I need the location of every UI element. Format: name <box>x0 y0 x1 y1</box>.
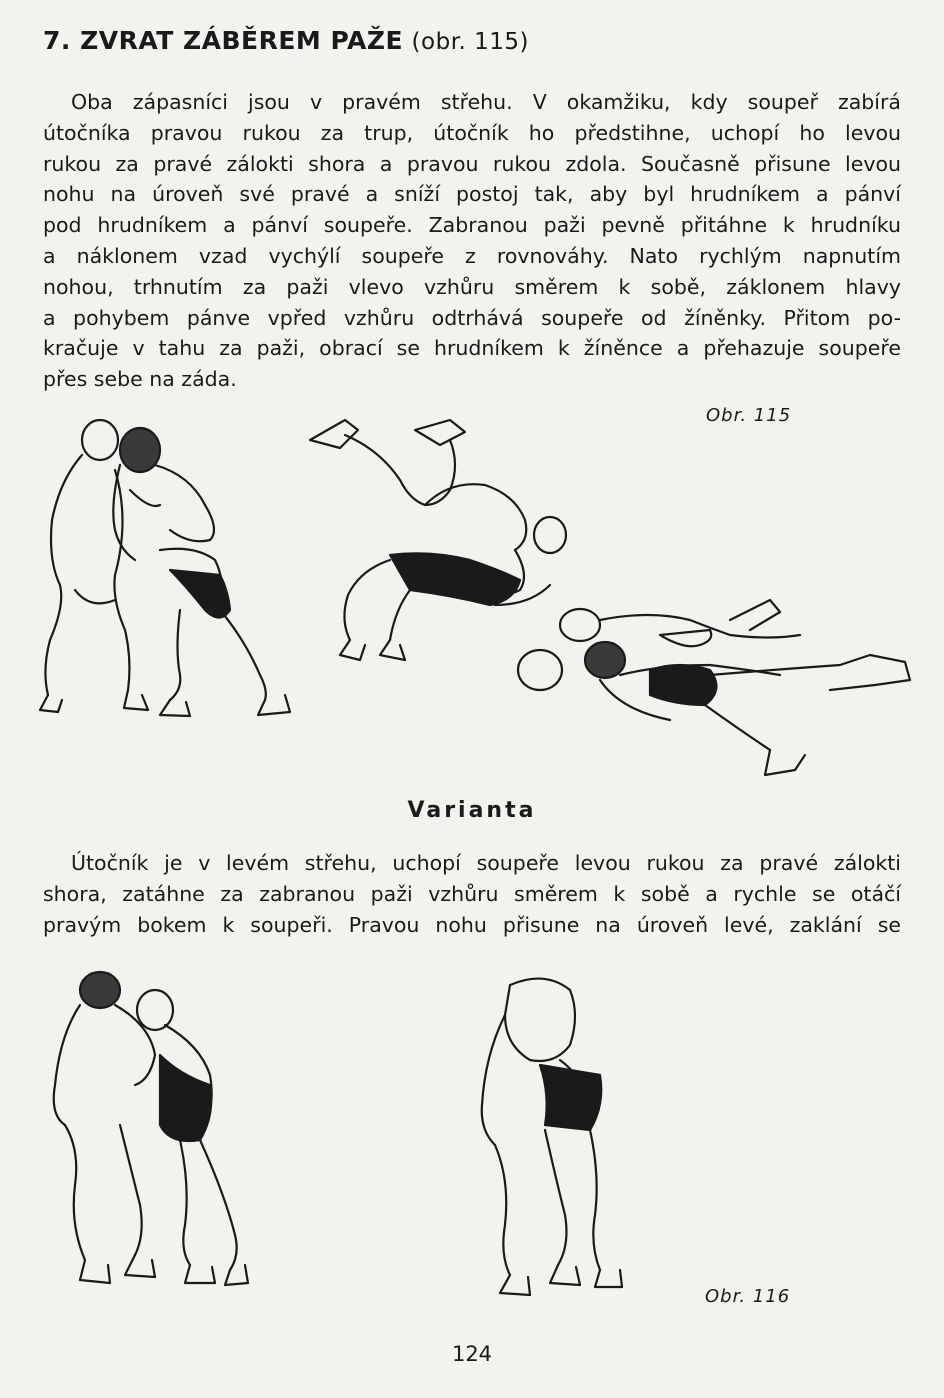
text-line: Útočník je v levém střehu, uchopí soupeře levou rukou za pravé zálokti <box>71 851 901 875</box>
text-line: a náklonem vzad vychýlí soupeře z rovnováhy. Nato rychlým napnutím <box>43 243 901 268</box>
section-heading <box>43 26 529 55</box>
figure-115-illustration-mat <box>510 590 920 790</box>
paragraph-variant <box>43 848 901 940</box>
section-title: 7. ZVRAT ZÁBĚREM PAŽE <box>43 26 404 55</box>
figure-reference: (obr. 115) <box>411 29 530 55</box>
paragraph-main <box>43 87 901 395</box>
subheading-varianta: Varianta <box>407 798 537 823</box>
text-line: nohou, trhnutím za paži vlevo vzhůru směrem k sobě, záklonem hlavy <box>43 274 901 299</box>
figure-116-caption: Obr. 116 <box>705 1286 791 1307</box>
figure-116-illustration-armpull <box>40 965 250 1295</box>
figure-116-illustration-turn <box>470 965 630 1315</box>
text-line: útočníka pravou rukou za trup, útočník ho předstihne, uchopí ho levou <box>43 120 901 145</box>
text-line: shora, zatáhne za zabranou paži vzhůru směrem k sobě a rychle se otáčí <box>43 881 901 906</box>
text-line: pod hrudníkem a pánví soupeře. Zabranou paži pevně přitáhne k hrudníku <box>43 213 901 238</box>
text-line: Oba zápasníci jsou v pravém střehu. V okamžiku, kdy soupeř zabírá <box>71 90 901 114</box>
text-line: přes sebe na záda. <box>43 367 237 392</box>
figure-115-illustration-standing <box>20 410 300 730</box>
text-line: rukou za pravé zálokti shora a pravou rukou zdola. Současně přisune levou <box>43 151 901 176</box>
text-line: kračuje v tahu za paži, obrací se hrudníkem k žíněnce a přehazuje soupeře <box>43 336 901 361</box>
page-number: 124 <box>451 1342 493 1366</box>
text-line: pravým bokem k soupeři. Pravou nohu přisune na úroveň levé, zaklání se <box>43 912 901 937</box>
text-line: nohu na úroveň své pravé a sníží postoj tak, aby byl hrudníkem a pánví <box>43 182 901 207</box>
text-line: a pohybem pánve vpřed vzhůru odtrhává soupeře od žíněnky. Přitom po- <box>43 305 901 330</box>
figure-115-caption: Obr. 115 <box>706 405 792 426</box>
